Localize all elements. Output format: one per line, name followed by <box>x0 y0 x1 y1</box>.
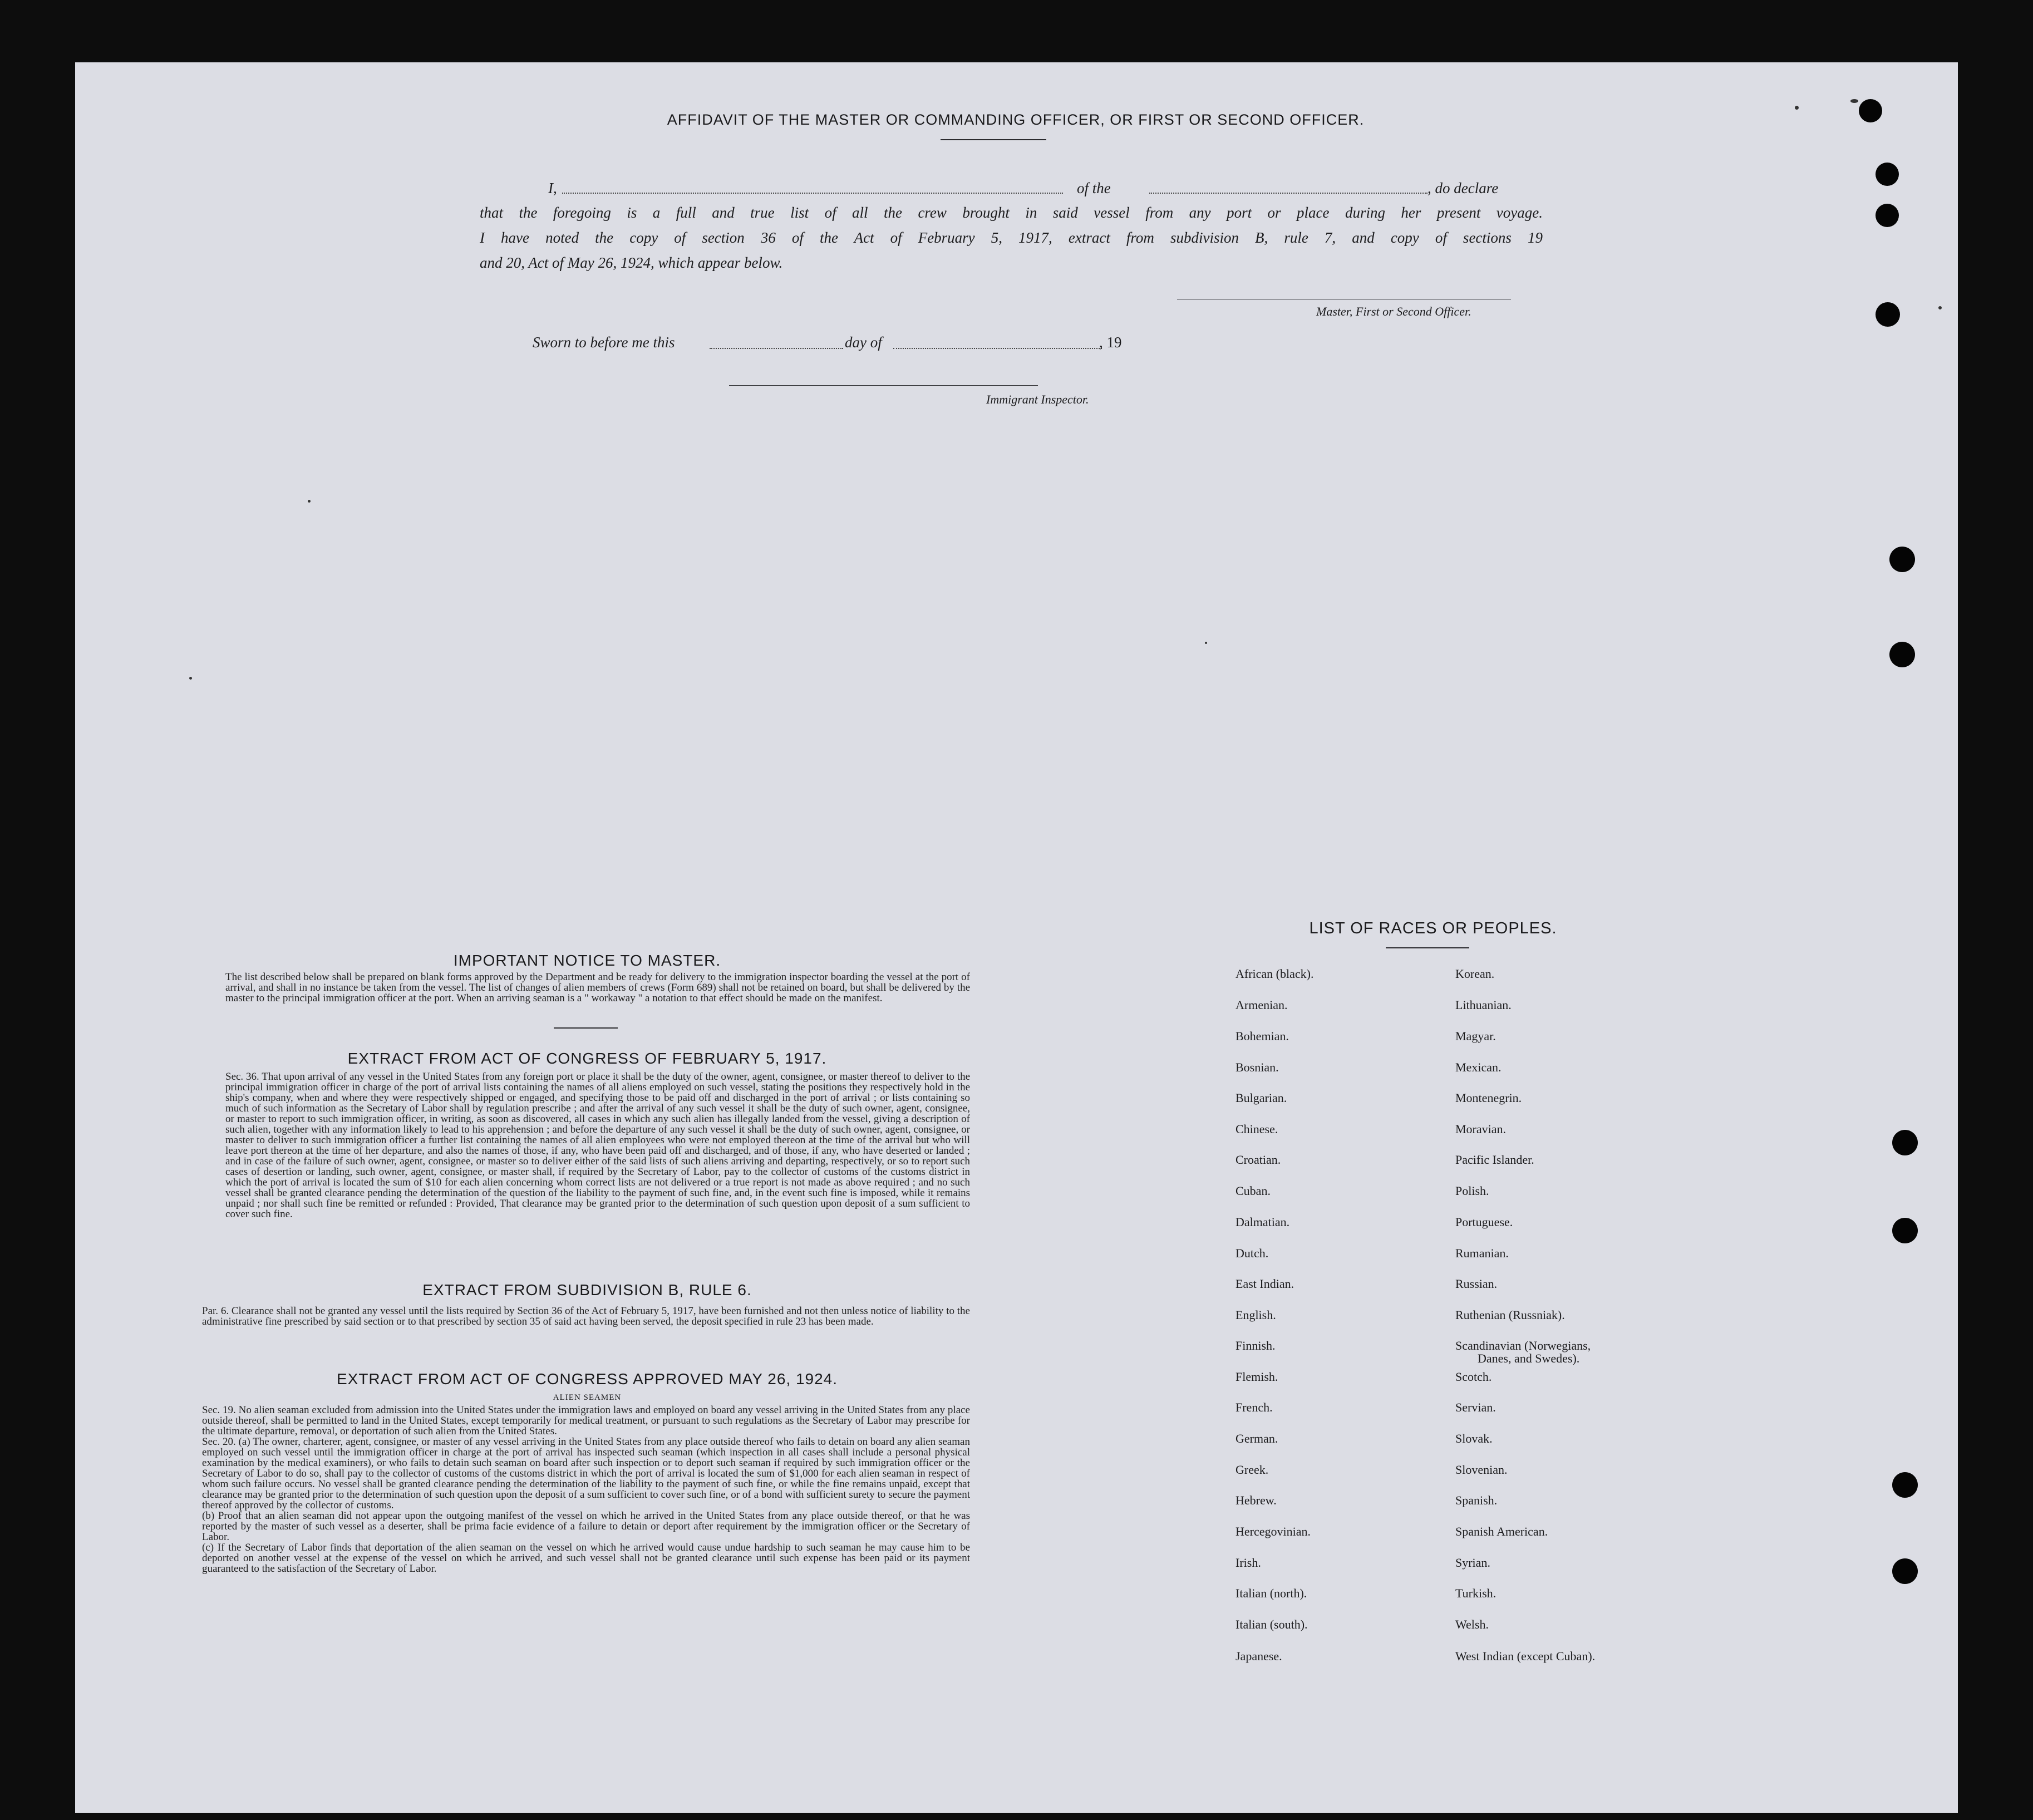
notice-text: The list described below shall be prepared on blank forms approved by the Department and be ready for delivery to the immigration inspector boarding the vessel at the port of arrival, and shall in no instance be taken from the vessel. The list of changes of alien members of crews (Form 689) shall not be retained on board, but shall be delivered by the master to the principal immigration officer at the port. When an arriving seaman is a " workaway " a notation to that effect should be made on the manifest. <box>225 971 970 1004</box>
race-item: Croatian. <box>1235 1153 1281 1167</box>
punch-hole <box>1892 1558 1918 1584</box>
sworn-day-blank <box>710 348 843 349</box>
race-item: Korean. <box>1455 967 1495 981</box>
race-item: Bosnian. <box>1235 1060 1279 1074</box>
race-item: French. <box>1235 1400 1273 1414</box>
race-item: Dutch. <box>1235 1246 1269 1260</box>
race-item: Scotch. <box>1455 1370 1492 1384</box>
race-item: Russian. <box>1455 1277 1498 1291</box>
races-title: LIST OF RACES OR PEOPLES. <box>1309 919 1557 937</box>
section-19: Sec. 19. No alien seaman excluded from admission into the United States under the immigration laws and employed on board any vessel arriving in the United States from any place outside thereof, shall be permitted to land in the United States, except temporarily for medical treatment, or pursuant to such regulations as the Secretary of Labor may prescribe for the ultimate departure, removal, or deportation of such alien from the United States. <box>202 1404 970 1437</box>
race-item: Moravian. <box>1455 1122 1507 1136</box>
race-item: Hercegovinian. <box>1235 1524 1311 1538</box>
extract-1924-title: EXTRACT FROM ACT OF CONGRESS APPROVED MAY 26, 1924. <box>336 1370 838 1388</box>
races-title-rule <box>1386 947 1469 948</box>
punch-hole <box>1892 1472 1918 1498</box>
affidavit-line-3: and 20, Act of May 26, 1924, which appear below. <box>480 254 783 271</box>
race-item: Japanese. <box>1235 1649 1282 1663</box>
affidavit-title: AFFIDAVIT OF THE MASTER OR COMMANDING OFFICER, OR FIRST OR SECOND OFFICER. <box>667 111 1365 128</box>
race-item: Irish. <box>1235 1556 1261 1570</box>
race-item: Italian (north). <box>1235 1586 1307 1600</box>
race-item: Finnish. <box>1235 1339 1276 1352</box>
affidavit-line-2: I have noted the copy of section 36 of the Act of February 5, 1917, extract from subdivision B, rule 7, and copy of sections 19 <box>480 229 1543 246</box>
punch-hole <box>1876 163 1899 186</box>
extract-1917-rule <box>554 1027 618 1029</box>
race-item: Montenegrin. <box>1455 1091 1522 1105</box>
section-20b: (b) Proof that an alien seaman did not appear upon the outgoing manifest of the vessel on which he arrived in the United States from any place outside thereof, or that he was reported by the master of such vessel as a deserter, shall be prima facie evidence of a failure to detain or deport after requirement by the immigration officer or the Secretary of Labor. <box>202 1510 970 1543</box>
race-item: Dalmatian. <box>1235 1215 1290 1229</box>
ink-speck <box>1205 642 1207 644</box>
day-of-label: day of <box>845 334 882 351</box>
race-item: Slovenian. <box>1455 1463 1508 1477</box>
race-item: Chinese. <box>1235 1122 1278 1136</box>
race-item: Spanish American. <box>1455 1524 1548 1538</box>
punch-hole <box>1892 1218 1918 1243</box>
master-signature-label: Master, First or Second Officer. <box>1316 304 1471 318</box>
race-item: African (black). <box>1235 967 1314 981</box>
race-item: Spanish. <box>1455 1493 1498 1507</box>
race-item: English. <box>1235 1308 1276 1322</box>
extract-1917-text: Sec. 36. That upon arrival of any vessel in the United States from any foreign port or place it shall be the duty of the owner, agent, consignee, or master thereof to deliver to the principal immigration officer in charge of the port of arrival lists containing the names of all aliens employed on such vessel, stating the positions they respectively hold in the ship's company, when and where they were respectively shipped or engaged, and specifying those to be paid off and discharged in the port of arrival ; or lists containing so much of such information as the Secretary of Labor shall by regulation prescribe ; and after the arrival of any such vessel it shall be the duty of such owner, agent, consignee, or master to report to such immigration officer, in writing, as soon as discovered, all cases in which any such alien has illegally landed from the vessel, giving a description of such alien, together with any information likely to lead to his apprehension ; and before the departure of any such vessel it shall be the duty of such owner, agent, consignee, or master to deliver to such immigration officer a further list containing the names of all alien employees who were not employed thereon at the time of the arrival but who will leave port thereon at the time of her departure, and also the names of those, if any, who have been paid off and discharged, and of those, if any, who have deserted or landed ; and in case of the failure of such owner, agent, consignee, or master so to deliver either of the said lists of such aliens arriving and departing, respectively, or so to report such cases of desertion or landing, such owner, agent, consignee, or master shall, if required by the Secretary of Labor, pay to the collector of customs of the customs district in which the port of arrival is located the sum of $10 for each alien concerning whom correct lists are not delivered or a true report is not made as above required ; and no such vessel shall be granted clearance pending the determination of the question of the liability to the payment of such fine, and, in the event such fine is imposed, while it remains unpaid ; nor shall such fine be remitted or refunded : Provided, That clearance may be granted prior to the determination of such question upon deposit of a sum sufficient to cover such fine. <box>225 1071 970 1220</box>
extract-1924-text <box>202 1405 970 1574</box>
section-20c: (c) If the Secretary of Labor finds that deportation of the alien seaman on the vessel on which he arrived would cause undue hardship to such seaman he may cause him to be deported on another vessel at the expense of the vessel on which he arrived, and such vessel shall not be granted clearance until such expense has been paid or its payment guaranteed to the satisfaction of the Secretary of Labor. <box>202 1542 970 1575</box>
affidavit-title-rule <box>941 139 1046 140</box>
punch-hole <box>1876 204 1899 227</box>
race-item: Armenian. <box>1235 998 1288 1012</box>
race-item: Italian (south). <box>1235 1617 1308 1631</box>
punch-hole <box>1889 642 1915 667</box>
name-blank <box>562 193 1063 194</box>
race-item: Scandinavian (Norwegians, <box>1455 1339 1591 1352</box>
punch-hole <box>1859 99 1882 122</box>
race-item: Hebrew. <box>1235 1493 1277 1507</box>
sworn-month-blank <box>893 348 1102 349</box>
sworn-label: Sworn to before me this <box>533 334 675 351</box>
subdivision-text: Par. 6. Clearance shall not be granted any vessel until the lists required by Section 36 of the Act of February 5, 1917, have been furnished and not then unless notice of liability to the administrative fine prescribed by said section or to that prescribed by section 35 of said act having been served, the deposit specified in rule 23 has been made. <box>202 1305 970 1327</box>
punch-hole <box>1876 302 1900 327</box>
race-item: Slovak. <box>1455 1432 1493 1445</box>
race-item: Cuban. <box>1235 1184 1271 1198</box>
race-item: Mexican. <box>1455 1060 1502 1074</box>
affidavit-of-the: of the <box>1077 180 1111 196</box>
race-item: Portuguese. <box>1455 1215 1513 1229</box>
race-item: West Indian (except Cuban). <box>1455 1649 1596 1663</box>
race-item: Turkish. <box>1455 1586 1497 1600</box>
inspector-signature-label: Immigrant Inspector. <box>986 392 1089 406</box>
race-item: Rumanian. <box>1455 1246 1509 1260</box>
race-item: Flemish. <box>1235 1370 1278 1384</box>
year-label: , 19 <box>1099 334 1122 351</box>
race-item: German. <box>1235 1432 1278 1445</box>
section-20a: Sec. 20. (a) The owner, charterer, agent, consignee, or master of any vessel arriving in the United States from any place outside thereof who fails to detain on board any alien seaman employed on such vessel until the immigration officer in charge at the port of arrival has inspected such seaman (which inspection in all cases shall include a personal physical examination by the medical examiners), or who fails to detain such seaman on board after such inspection or to deport such seaman if required by such immigration officer or the Secretary of Labor to do so, shall pay to the collector of customs of the customs district in which the port of arrival is located the sum of $1,000 for each alien seaman in respect of whom such failure occurs. No vessel shall be granted clearance pending the determination of the liability to the payment of such fine, or while the fine remains unpaid, except that clearance may be granted prior to the determination of such question upon the deposit of a sum sufficient to cover such fine, or of a bond with sufficient surety to secure the payment thereof approved by the collector of customs. <box>202 1436 970 1511</box>
punch-hole <box>1889 547 1915 572</box>
race-item: Welsh. <box>1455 1617 1489 1631</box>
race-item: Bohemian. <box>1235 1029 1289 1043</box>
affidavit-do-declare: , do declare <box>1427 180 1499 196</box>
race-item: Ruthenian (Russniak). <box>1455 1308 1565 1322</box>
race-item: Syrian. <box>1455 1556 1490 1570</box>
race-item: Bulgarian. <box>1235 1091 1287 1105</box>
race-item: East Indian. <box>1235 1277 1294 1291</box>
race-item: Polish. <box>1455 1184 1489 1198</box>
subdivision-title: EXTRACT FROM SUBDIVISION B, RULE 6. <box>422 1281 752 1298</box>
affidavit-line-1: that the foregoing is a full and true list of all the crew brought in said vessel from any port or place during her present voyage. <box>480 204 1543 221</box>
notice-title: IMPORTANT NOTICE TO MASTER. <box>453 952 721 969</box>
race-item: Greek. <box>1235 1463 1269 1477</box>
ink-speck <box>1938 306 1942 309</box>
extract-1924-subtitle: ALIEN SEAMEN <box>553 1393 622 1402</box>
ink-speck <box>1850 99 1858 103</box>
ink-speck <box>308 500 311 503</box>
race-item-continued: Danes, and Swedes). <box>1478 1351 1580 1365</box>
race-item: Servian. <box>1455 1400 1496 1414</box>
race-item: Pacific Islander. <box>1455 1153 1534 1167</box>
race-item: Magyar. <box>1455 1029 1496 1043</box>
vessel-blank <box>1149 193 1427 194</box>
ink-speck <box>189 677 192 680</box>
affidavit-i: I, <box>548 180 557 196</box>
race-item: Lithuanian. <box>1455 998 1512 1012</box>
ink-speck <box>1795 106 1799 110</box>
inspector-signature-line <box>729 385 1038 386</box>
extract-1917-title: EXTRACT FROM ACT OF CONGRESS OF FEBRUARY 5, 1917. <box>347 1050 827 1067</box>
punch-hole <box>1892 1130 1918 1155</box>
